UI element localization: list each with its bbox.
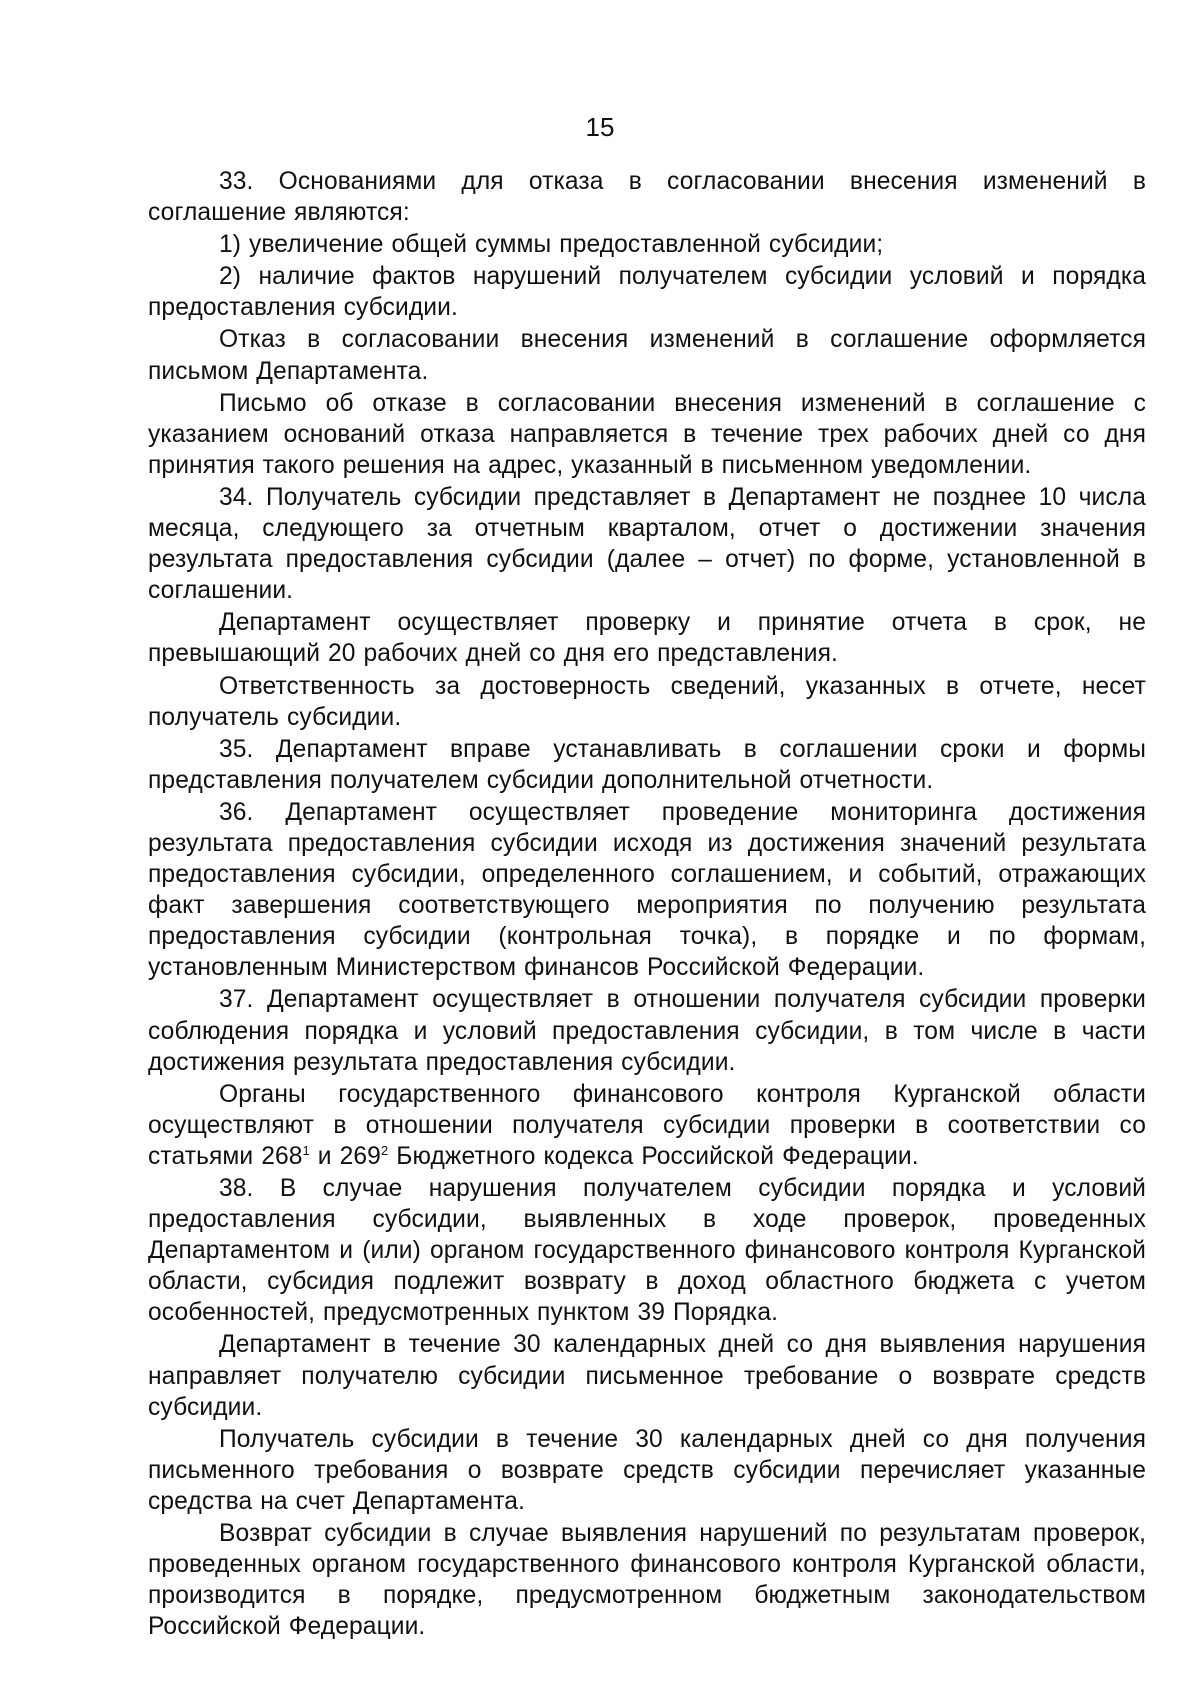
list-item-1: 1) увеличение общей суммы предоставленной субсидии; [219, 231, 884, 259]
superscript-2: 2 [380, 1142, 389, 1158]
paragraph-responsibility: Ответственность за достоверность сведений, указанных в отчете, несет получатель субсидии. [148, 672, 1146, 731]
page-number: 15 [585, 112, 615, 142]
control-text-middle: и 269 [309, 1142, 381, 1170]
paragraph-38: 38. В случае нарушения получателем субсидии порядка и условий предоставления субсидии, выявленных в ходе проверок, проведенных Департаментом и (или) органом государственного финансового контроля Курганской области, субсидия подлежит возврату в доход областного бюджета с учетом особенностей, предусмотренных пунктом 39 Порядка. [148, 1175, 1146, 1327]
superscript-1: 1 [302, 1142, 310, 1158]
paragraph-financial-control [148, 1079, 1146, 1172]
paragraph-34: 34. Получатель субсидии представляет в Департамент не позднее 10 числа месяца, следующего за отчетным кварталом, отчет о достижении значения результата предоставления субсидии (далее – отчет) по форме, установленной в соглашении. [148, 483, 1146, 605]
control-text-before: Органы государственного финансового контроля Курганской области осуществляют в отношении получателя субсидии проверки в соответствии со статьями 268 [148, 1080, 1146, 1170]
paragraph-demand: Департамент в течение 30 календарных дней со дня выявления нарушения направляет получателю субсидии письменное требование о возврате средств субсидии. [148, 1331, 1146, 1421]
control-text-after: Бюджетного кодекса Российской Федерации. [388, 1142, 919, 1170]
paragraph-refusal-form: Отказ в согласовании внесения изменений в соглашение оформляется письмом Департамента. [148, 326, 1146, 385]
paragraph-36: 36. Департамент осуществляет проведение мониторинга достижения результата предоставления субсидии исходя из достижения значений результата предоставления субсидии, определенного соглашением, и событий, отражающих факт завершения соответствующего мероприятия по получению результата предоставления субсидии (контрольная точка), в порядке и по формам, установленным Министерством финансов Российской Федерации. [148, 798, 1146, 982]
paragraph-report-check: Департамент осуществляет проверку и принятие отчета в срок, не превышающий 20 рабочих дней со дня его представления. [148, 609, 1146, 668]
paragraph-return-procedure: Возврат субсидии в случае выявления нарушений по результатам проверок, проведенных органом государственного финансового контроля Курганской области, производится в порядке, предусмотренном бюджетным законодательством Российской Федерации. [148, 1520, 1146, 1641]
paragraph-37: 37. Департамент осуществляет в отношении получателя субсидии проверки соблюдения порядка и условий предоставления субсидии, в том числе в части достижения результата предоставления субсидии. [148, 986, 1146, 1076]
paragraph-transfer: Получатель субсидии в течение 30 календарных дней со дня получения письменного требования о возврате средств субсидии перечисляет указанные средства на счет Департамента. [148, 1425, 1146, 1515]
list-item-2: 2) наличие фактов нарушений получателем субсидии условий и порядка предоставления субсидии. [148, 263, 1146, 322]
document-body [148, 166, 1146, 1643]
paragraph-35: 35. Департамент вправе устанавливать в соглашении сроки и формы представления получателем субсидии дополнительной отчетности. [148, 735, 1146, 794]
paragraph-33: 33. Основаниями для отказа в согласовании внесения изменений в соглашение являются: [148, 168, 1146, 227]
paragraph-refusal-letter: Письмо об отказе в согласовании внесения изменений в соглашение с указанием оснований отказа направляется в течение трех рабочих дней со дня принятия такого решения на адрес, указанный в письменном уведомлении. [148, 389, 1146, 479]
